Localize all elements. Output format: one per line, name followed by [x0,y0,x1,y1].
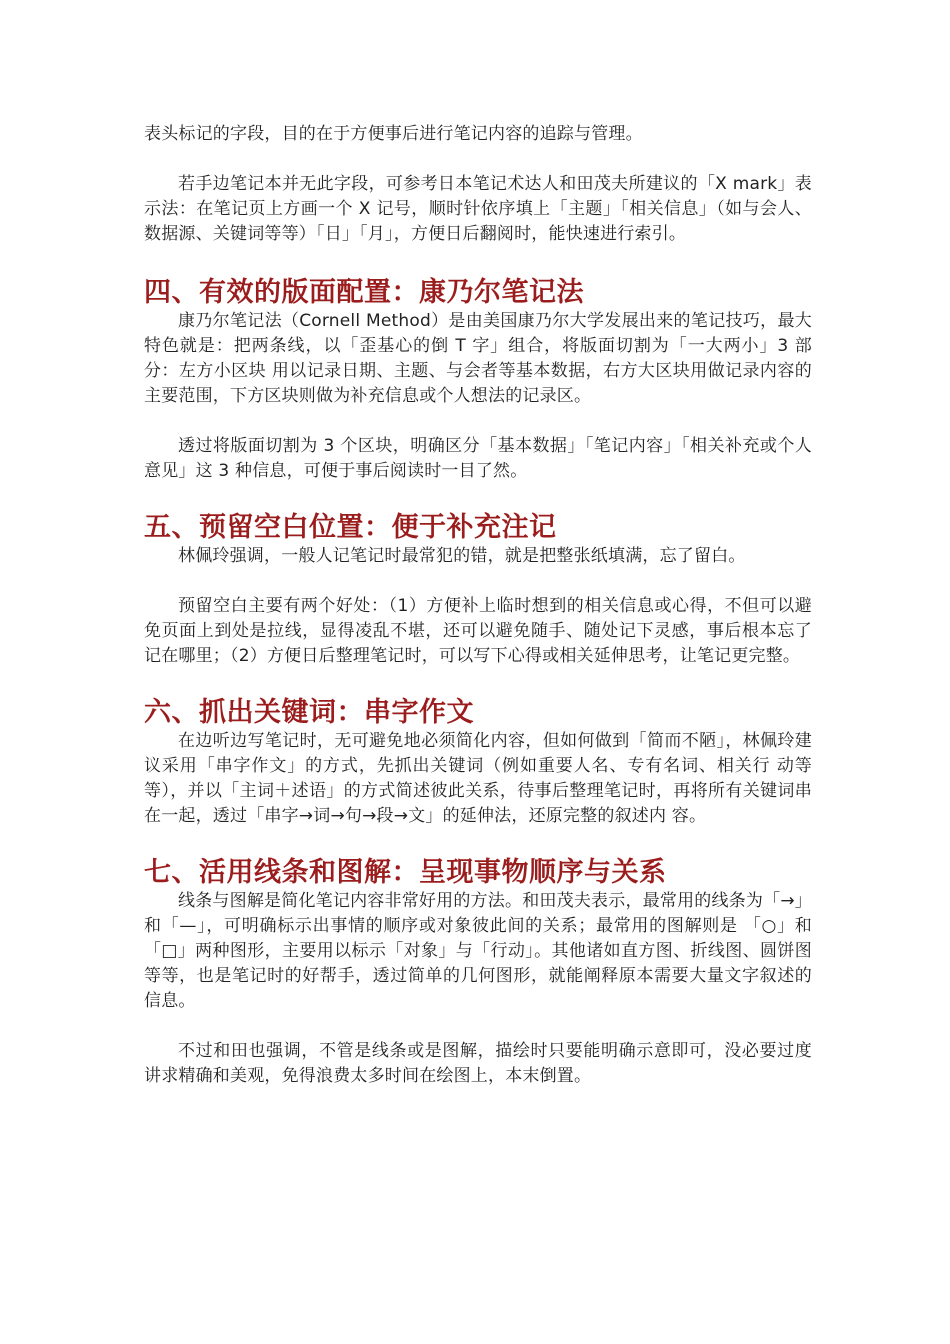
section-7-heading: 七、活用线条和图解：呈现事物顺序与关系 [144,857,667,888]
document-page [144,122,812,1089]
spacer [144,409,812,434]
spacer [144,147,812,172]
section-4-paragraph-2: 透过将版面切割为 3 个区块，明确区分「基本数据」「笔记内容」「相关补充或个人意见」这 3 种信息，可便于事后阅读时一目了然。 [144,436,812,481]
intro-paragraph-2: 若手边笔记本并无此字段，可参考日本笔记术达人和田茂夫所建议的「X mark」表示法：在笔记页上方画一个 X 记号，顺时针依序填上「主题」「相关信息」（如与会人、数据源、关键词等等）「日」「月」，方便日后翻阅时，能快速进行索引。 [144,174,812,244]
section-4-heading: 四、有效的版面配置：康乃尔笔记法 [144,277,584,308]
section-7-paragraph-1: 线条与图解是简化笔记内容非常好用的方法。和田茂夫表示，最常用的线条为「→」和「—」，可明确标示出事情的顺序或对象彼此间的关系；最常用的图解则是 「○」和「□」两种图形，主要用以标示「对象」与「行动」。其他诸如直方图、折线图、圆饼图等等，也是笔记时的好帮手，透过简单的几何图形，就能阐释原本需要大量文字叙述的信息。 [144,891,812,1011]
spacer [144,569,812,594]
spacer [144,1014,812,1039]
section-4-paragraph-1: 康乃尔笔记法（Cornell Method）是由美国康乃尔大学发展出来的笔记技巧，最大特色就是：把两条线，以「歪基心的倒 T 字」组合，将版面切割为「一大两小」3 部分：左方小区块 用以记录日期、主题、与会者等基本数据，右方大区块用做记录内容的主要范围，下方区块则做为补充信息或个人想法的记录区。 [144,311,812,406]
section-7-paragraph-2: 不过和田也强调，不管是线条或是图解，描绘时只要能明确示意即可，没必要过度讲求精确和美观，免得浪费太多时间在绘图上，本末倒置。 [144,1041,812,1086]
section-5-paragraph-1: 林佩玲强调，一般人记笔记时最常犯的错，就是把整张纸填满，忘了留白。 [178,546,746,566]
intro-paragraph-1: 表头标记的字段，目的在于方便事后进行笔记内容的追踪与管理。 [144,124,643,144]
section-5-heading: 五、预留空白位置：便于补充注记 [144,512,557,543]
section-6-heading: 六、抓出关键词：串字作文 [144,697,474,728]
section-5-paragraph-2: 预留空白主要有两个好处：（1）方便补上临时想到的相关信息或心得，不但可以避免页面上到处是拉线，显得凌乱不堪，还可以避免随手、随处记下灵感，事后根本忘了记在哪里；（2）方便日后整理笔记时，可以写下心得或相关延伸思考，让笔记更完整。 [144,596,812,666]
section-6-paragraph-1: 在边听边写笔记时，无可避免地必须简化内容，但如何做到「简而不陋」，林佩玲建议采用「串字作文」的方式，先抓出关键词（例如重要人名、专有名词、相关行 动等等），并以「主词＋述语」的方式简述彼此关系，待事后整理笔记时，再将所有关键词串在一起，透过「串字→词→句→段→文」的延伸法，还原完整的叙述内 容。 [144,731,812,826]
